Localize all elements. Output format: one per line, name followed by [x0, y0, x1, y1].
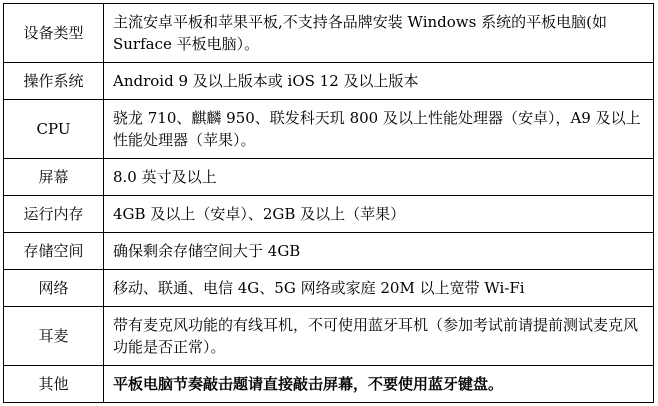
spec-row-other [4, 366, 654, 403]
spec-value: 平板电脑节奏敲击题请直接敲击屏幕，不要使用蓝牙键盘。 [104, 366, 654, 403]
spec-value: 确保剩余存储空间大于 4GB [104, 233, 654, 270]
device-requirements-table [3, 3, 654, 403]
spec-row-cpu [4, 100, 654, 159]
spec-label: 屏幕 [4, 159, 104, 196]
spec-value: 移动、联通、电信 4G、5G 网络或家庭 20M 以上宽带 Wi-Fi [104, 270, 654, 307]
spec-row-device-type [4, 4, 654, 63]
spec-row-network [4, 270, 654, 307]
spec-row-ram [4, 196, 654, 233]
spec-row-screen [4, 159, 654, 196]
spec-label: 运行内存 [4, 196, 104, 233]
spec-value: 带有麦克风功能的有线耳机，不可使用蓝牙耳机（参加考试前请提前测试麦克风功能是否正常）。 [104, 307, 654, 366]
spec-row-headset [4, 307, 654, 366]
spec-value: 8.0 英寸及以上 [104, 159, 654, 196]
spec-row-os [4, 63, 654, 100]
spec-label: 网络 [4, 270, 104, 307]
spec-value: 骁龙 710、麒麟 950、联发科天玑 800 及以上性能处理器（安卓），A9 及以上性能处理器（苹果）。 [104, 100, 654, 159]
spec-label: 其他 [4, 366, 104, 403]
spec-row-storage [4, 233, 654, 270]
spec-value: 4GB 及以上（安卓）、2GB 及以上（苹果） [104, 196, 654, 233]
spec-value: 主流安卓平板和苹果平板,不支持各品牌安装 Windows 系统的平板电脑(如 Surface 平板电脑）。 [104, 4, 654, 63]
spec-label: 存储空间 [4, 233, 104, 270]
spec-value: Android 9 及以上版本或 iOS 12 及以上版本 [104, 63, 654, 100]
spec-label: 设备类型 [4, 4, 104, 63]
spec-label: 操作系统 [4, 63, 104, 100]
spec-label: CPU [4, 100, 104, 159]
spec-label: 耳麦 [4, 307, 104, 366]
